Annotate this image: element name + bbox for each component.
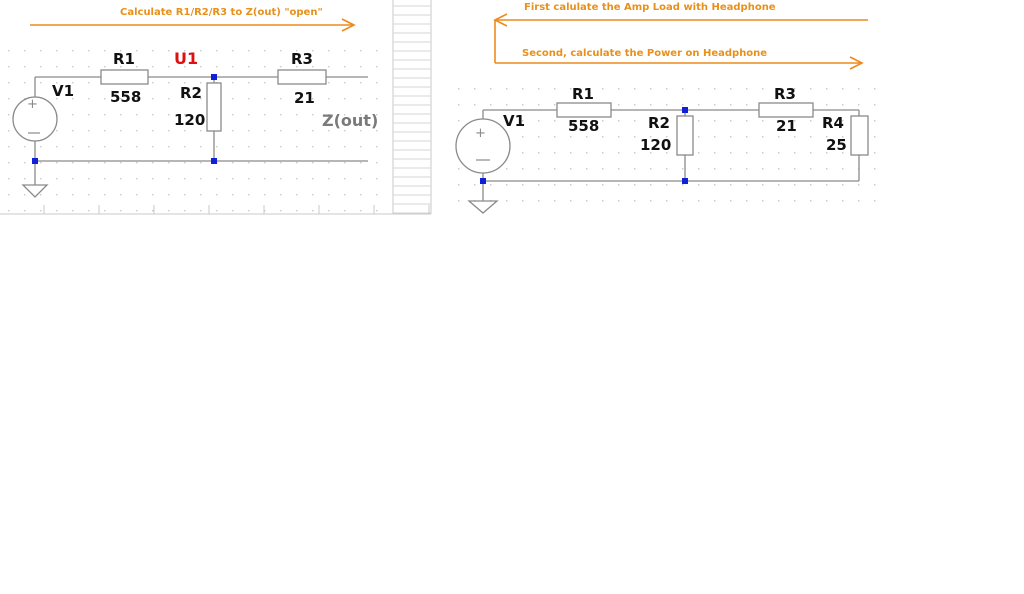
right-schematic xyxy=(456,2,875,213)
right-r1-value: 558 xyxy=(568,117,600,135)
right-r2-value: 120 xyxy=(640,136,672,154)
right-wires xyxy=(483,110,859,201)
left-junction-bottom-mid xyxy=(211,158,217,164)
right-r2-resistor xyxy=(677,116,693,155)
right-r3-name: R3 xyxy=(774,85,796,103)
left-junction-top xyxy=(211,74,217,80)
left-u1-node-label: U1 xyxy=(174,49,199,68)
right-junction-bottom-mid xyxy=(682,178,688,184)
right-ground-symbol xyxy=(469,201,497,213)
left-r1-resistor xyxy=(101,70,148,84)
right-r4-name: R4 xyxy=(822,114,844,132)
right-r4-resistor xyxy=(851,116,868,155)
right-r1-name: R1 xyxy=(572,85,594,103)
right-r4-value: 25 xyxy=(826,136,847,154)
right-junction-bottom-left xyxy=(480,178,486,184)
left-junction-bottom-left xyxy=(32,158,38,164)
left-annotation-text: Calculate R1/R2/R3 to Z(out) "open" xyxy=(120,7,323,18)
left-annotation-arrow xyxy=(30,19,354,31)
left-r3-resistor xyxy=(278,70,326,84)
right-v1-label: V1 xyxy=(503,112,526,130)
right-junction-top xyxy=(682,107,688,113)
right-annotation-bottom-text: Second, calculate the Power on Headphone xyxy=(522,48,768,59)
right-r2-name: R2 xyxy=(648,114,670,132)
right-r3-resistor xyxy=(759,103,813,117)
left-r3-value: 21 xyxy=(294,89,315,107)
left-r3-name: R3 xyxy=(291,50,313,68)
right-r1-resistor xyxy=(557,103,611,117)
right-annotation-top-text: First calulate the Amp Load with Headphone xyxy=(524,2,776,13)
svg-text:+: + xyxy=(27,97,38,112)
left-r1-value: 558 xyxy=(110,88,142,106)
left-r2-name: R2 xyxy=(180,84,202,102)
left-ground-symbol xyxy=(23,185,47,197)
left-zout-label: Z(out) xyxy=(322,111,379,130)
left-r2-resistor xyxy=(207,83,221,131)
left-voltage-source xyxy=(13,97,57,141)
left-v1-label: V1 xyxy=(52,82,75,100)
right-r3-value: 21 xyxy=(776,117,797,135)
left-schematic xyxy=(0,0,431,214)
left-r1-name: R1 xyxy=(113,50,135,68)
right-voltage-source xyxy=(456,119,510,173)
left-r2-value: 120 xyxy=(174,111,206,129)
svg-text:+: + xyxy=(475,126,486,141)
